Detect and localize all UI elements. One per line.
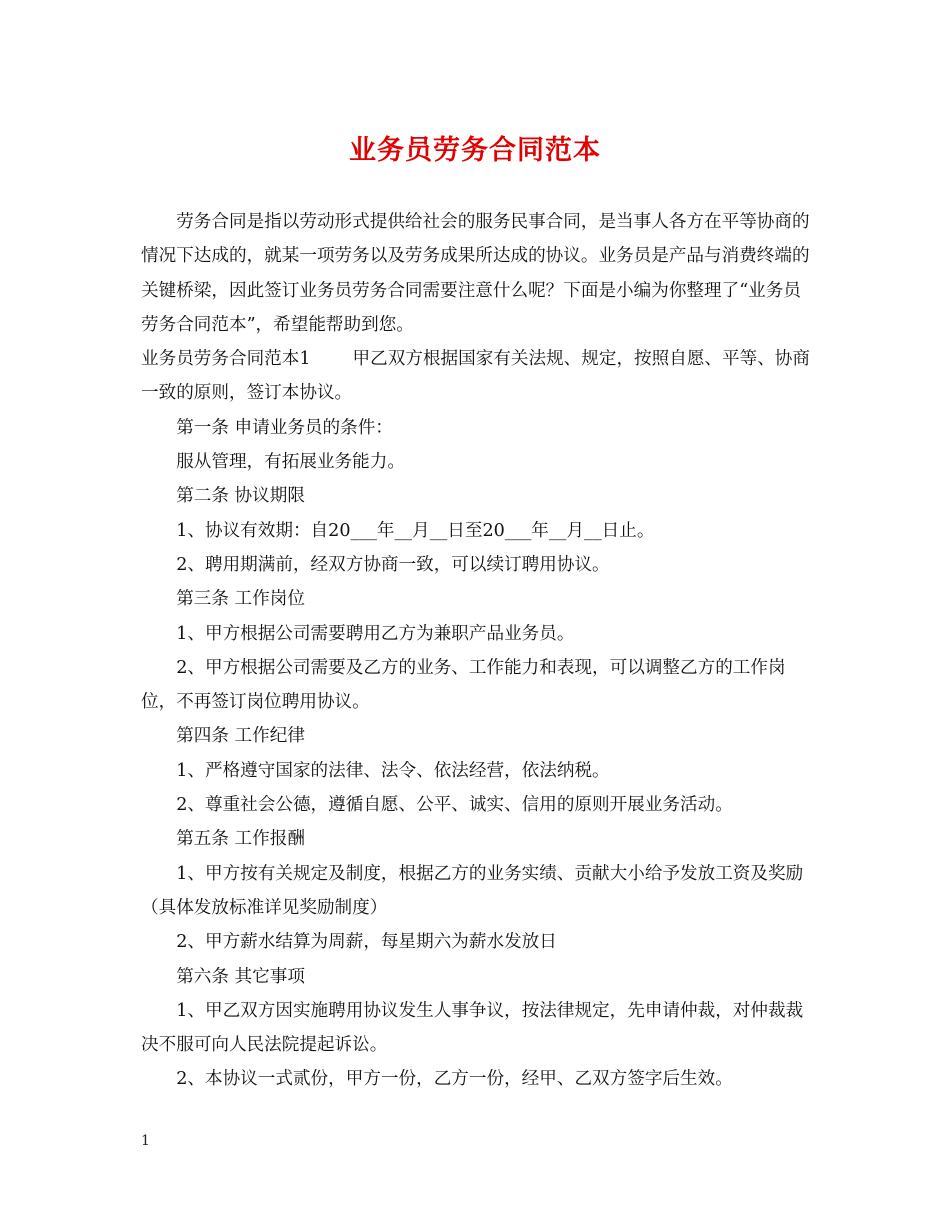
article-item: 1、严格遵守国家的法律、法令、依法经营，依法纳税。 <box>176 760 610 781</box>
article-heading: 第三条 工作岗位 <box>176 589 305 610</box>
article-item: 1、协议有效期：自20___年__月__日至20___年__月__日止。 <box>176 520 655 541</box>
sample-label: 业务员劳务合同范本1 <box>141 349 311 370</box>
document-body <box>141 205 811 1097</box>
article-heading: 第二条 协议期限 <box>176 486 305 507</box>
article-item: 2、甲方根据公司需要及乙方的业务、工作能力和表现，可以调整乙方的工作岗位，不再签订岗位聘用协议。 <box>141 657 786 713</box>
intro-paragraph: 劳务合同是指以劳动形式提供给社会的服务民事合同，是当事人各方在平等协商的情况下达成的，就某一项劳务以及劳务成果所达成的协议。业务员是产品与消费终端的关键桥梁，因此签订业务员劳务合同需要注意什么呢？下面是小编为你整理了“业务员劳务合同范本”，希望能帮助到您。 <box>141 212 810 335</box>
article-item: 1、甲乙双方因实施聘用协议发生人事争议，按法律规定，先申请仲裁，对仲裁裁决不服可向人民法院提起诉讼。 <box>141 1000 804 1056</box>
article-heading: 第六条 其它事项 <box>176 966 305 987</box>
sample-intro-paragraph <box>141 342 811 411</box>
article-heading: 第一条 申请业务员的条件： <box>176 417 393 438</box>
article-heading: 第五条 工作报酬 <box>176 829 305 850</box>
page-number: 1 <box>141 1133 150 1149</box>
article-item: 1、甲方按有关规定及制度，根据乙方的业务实绩、贡献大小给予发放工资及奖励（具体发放标准详见奖励制度） <box>141 863 804 918</box>
article-item: 2、本协议一式贰份，甲方一份，乙方一份，经甲、乙双方签字后生效。 <box>176 1069 733 1090</box>
article-item: 2、聘用期满前，经双方协商一致，可以续订聘用协议。 <box>176 554 610 575</box>
document-title: 业务员劳务合同范本 <box>349 135 601 166</box>
article-item: 1、甲方根据公司需要聘用乙方为兼职产品业务员。 <box>176 623 575 644</box>
article-heading: 第四条 工作纪律 <box>176 726 305 747</box>
article-item: 2、甲方薪水结算为周薪，每星期六为薪水发放日 <box>176 932 557 953</box>
sample-intro-text: 甲乙双方根据国家有关法规、规定，按照自愿、平等、协商一致的原则，签订本协议。 <box>141 349 810 404</box>
article-item: 2、尊重社会公德，遵循自愿、公平、诚实、信用的原则开展业务活动。 <box>176 795 733 816</box>
article-item: 服从管理，有拓展业务能力。 <box>176 452 405 473</box>
